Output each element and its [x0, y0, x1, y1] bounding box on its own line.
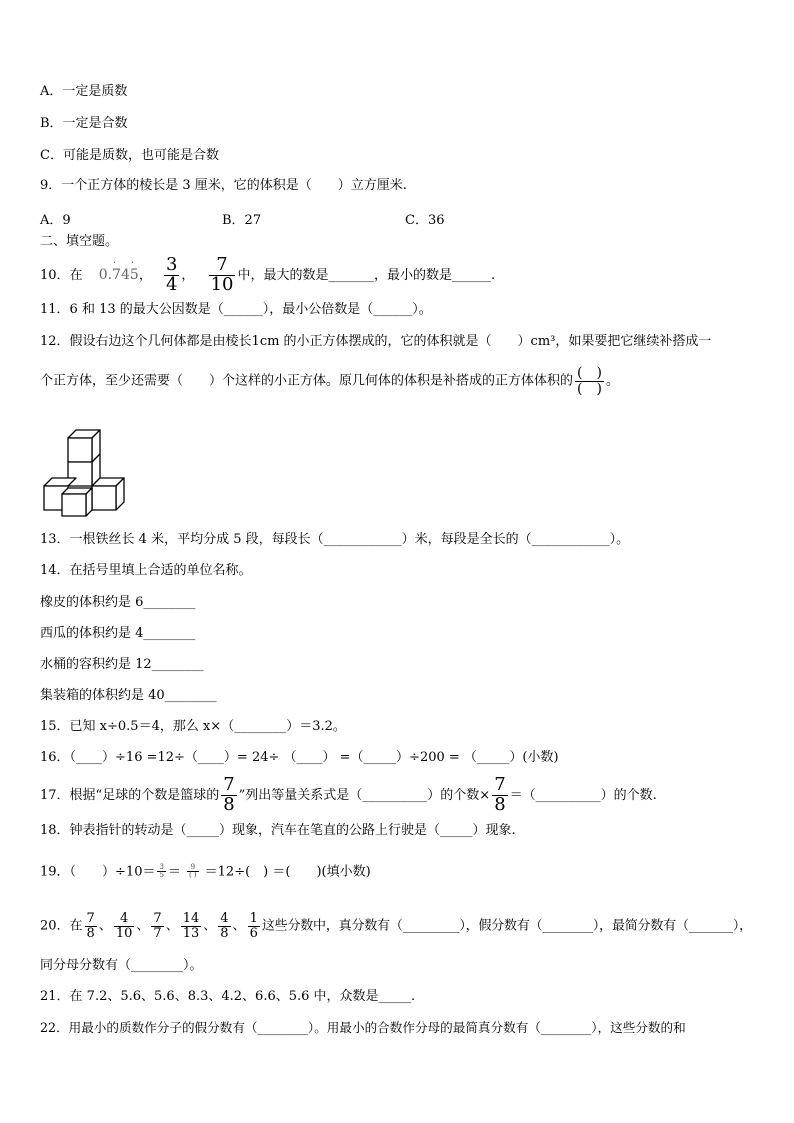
q20-fraction-4: $\frac{14}{13}$ — [182, 911, 200, 941]
q12-line2: 个正方体，至少还需要（ ）个这样的小正方体。原几何体的体积是补搭成的正方体体积的 $\frac{( )}{( )}$ 。 — [40, 365, 619, 397]
q21: 21．在 7.2、5.6、5.6、8.3、4.2、6.6、5.6 中，众数是_____. — [40, 989, 416, 1004]
q20-fraction-2: $\frac{4}{10}$ — [115, 911, 133, 941]
q9-option-c: C．36 — [405, 213, 445, 228]
q14-stem: 14．在括号里填上合适的单位名称。 — [40, 563, 252, 578]
q8-option-a: A．一定是质数 — [40, 84, 128, 99]
q20-fraction-5: $\frac{4}{8}$ — [220, 911, 229, 941]
q17: 17．根据“足球的个数是篮球的 $\frac{7}{8}$ ”列出等量关系式是（__________）的个数× $\frac{7}{8}$ ＝（__________）的个数. — [40, 774, 657, 815]
q20-fraction-1: $\frac{7}{8}$ — [86, 911, 95, 941]
q19: 19．（ ）÷10＝ $\frac{3}{5}$ ＝ $\frac{9}{( )}$ ＝12÷( ) ＝( )(填小数) — [40, 863, 371, 880]
q14-item-watermelon: 西瓜的体积约是 4________ — [40, 626, 196, 641]
q9-stem: 9．一个正方体的棱长是 3 厘米，它的体积是（ ）立方厘米. — [40, 178, 407, 193]
q19-fraction-2: $\frac{9}{( )}$ — [188, 863, 197, 880]
q20-fraction-3: $\frac{7}{7}$ — [153, 911, 162, 941]
section-heading: 二、填空题。 — [40, 234, 119, 249]
cube-figure — [40, 424, 140, 524]
q17-fraction-1: $\frac{7}{8}$ — [223, 774, 235, 815]
q8-option-c: C．可能是质数，也可能是合数 — [40, 148, 219, 163]
q14-item-bucket: 水桶的容积约是 12________ — [40, 657, 204, 672]
q20-line1: 20．在 $\frac{7}{8}$ 、 $\frac{4}{10}$ 、 $\frac{7}{7}$ 、 $\frac{14}{13}$ 、 $\frac{4}{8}$ 、 $\frac{1}{6}$ 这些分数中，真分数有（_________），假分数有（________），最简分数有（_______）， — [40, 911, 752, 941]
q11: 11．6 和 13 的最大公因数是（______），最小公倍数是（______）。 — [40, 302, 432, 317]
q10-repeating-decimal: 0.· 74· 5 — [99, 267, 139, 283]
q15: 15．已知 x÷0.5＝4，那么 x×（________）＝3.2。 — [40, 719, 346, 734]
q14-item-eraser: 橡皮的体积约是 6________ — [40, 595, 196, 610]
q8-option-b: B．一定是合数 — [40, 116, 128, 131]
q17-fraction-2: $\frac{7}{8}$ — [494, 774, 506, 815]
q12-line1: 12．假设右边这个几何体都是由棱长1cm 的小正方体摆成的，它的体积就是（ ）cm³，如果要把它继续补搭成一 — [40, 334, 712, 349]
q9-option-b: B．27 — [222, 213, 262, 228]
q10-fraction-1: $\frac{3}{4}$ — [165, 254, 178, 295]
q20-fraction-6: $\frac{1}{6}$ — [249, 911, 258, 941]
q10-tail: 中，最大的数是_______，最小的数是______. — [237, 267, 496, 283]
q10-fraction-2: $\frac{7}{10}$ — [210, 254, 234, 295]
q19-fraction-1: $\frac{3}{5}$ — [159, 863, 164, 880]
q18: 18．钟表指针的转动是（_____）现象，汽车在笔直的公路上行驶是（_____）现象. — [40, 823, 516, 838]
q16: 16．（____）÷16 =12÷（____）= 24÷ （____） =（_____）÷200 = （_____）(小数) — [40, 750, 559, 765]
q10: 10．在 0.· 74· 5， $\frac{3}{4}$ ， $\frac{7}{10}$ 中，最大的数是_______，最小的数是______. — [40, 256, 495, 295]
q9-option-a: A．9 — [40, 213, 71, 228]
q20-line2: 同分母分数有（________）。 — [40, 958, 203, 973]
q10-lead: 10．在 — [40, 267, 83, 283]
q13: 13．一根铁丝长 4 米，平均分成 5 段，每段长（____________）米，每段是全长的（____________）。 — [40, 532, 630, 547]
q14-item-container: 集装箱的体积约是 40________ — [40, 688, 217, 703]
q12-fraction-blank: $\frac{( )}{( )}$ — [577, 365, 602, 397]
q20-tail: 这些分数中，真分数有（_________），假分数有（________），最简分数有（_______）， — [261, 918, 752, 934]
q22: 22．用最小的质数作分子的假分数有（________）。用最小的合数作分母的最简真分数有（________），这些分数的和 — [40, 1020, 686, 1035]
